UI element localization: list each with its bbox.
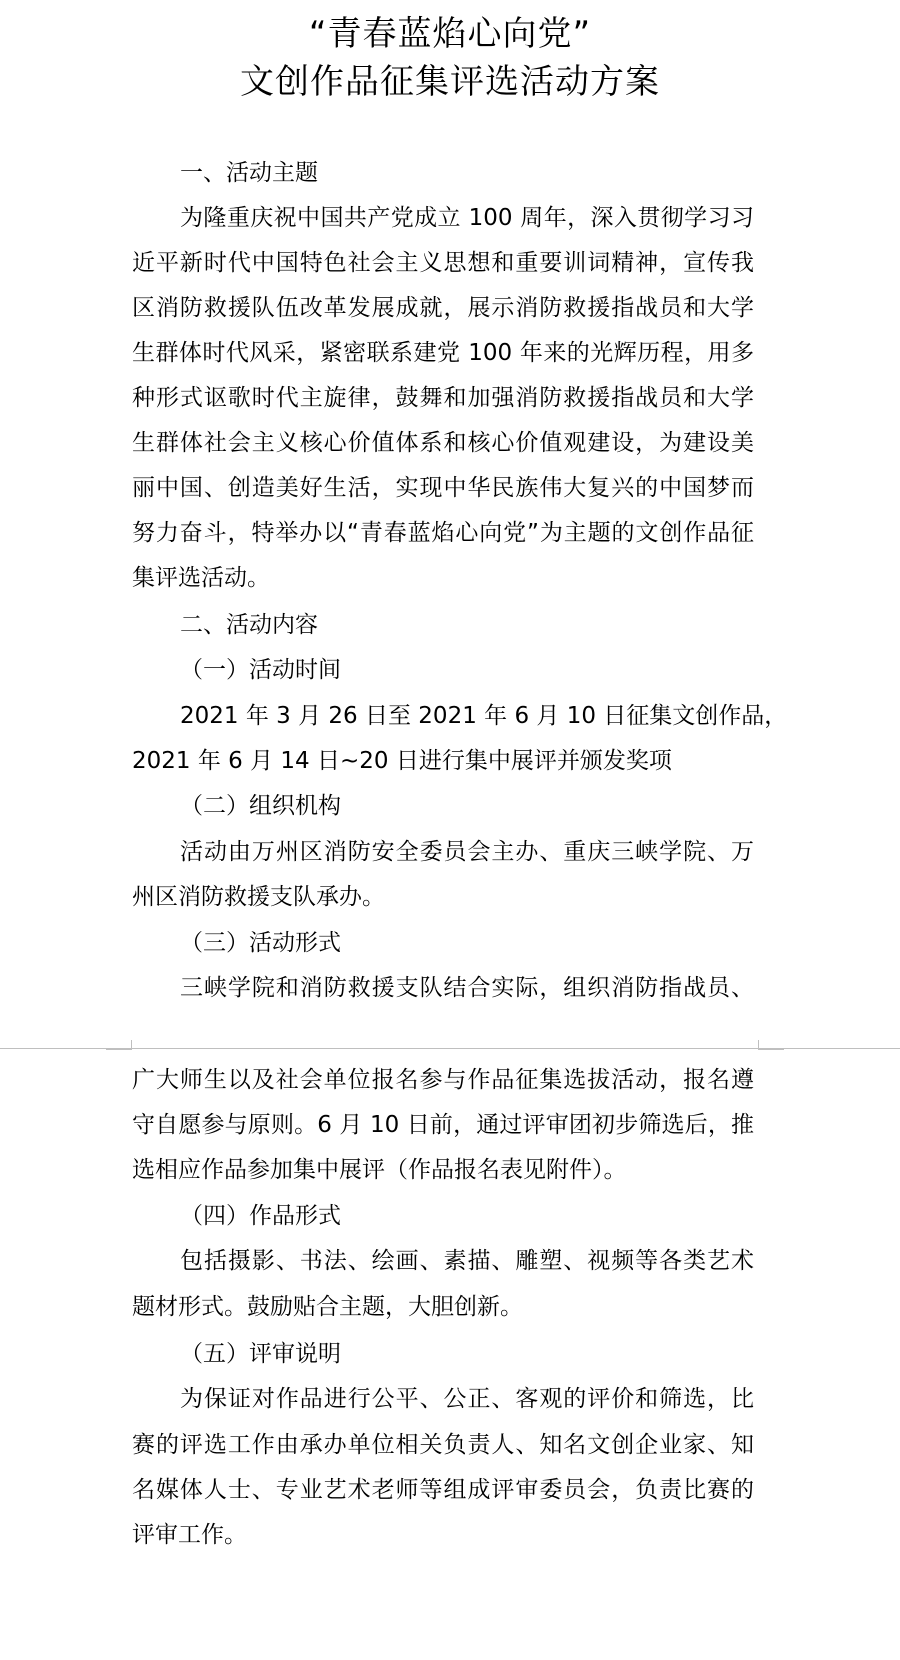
work-format-line: 包括摄影、书法、绘画、素描、雕塑、视频等各类艺术 (180, 1248, 754, 1274)
theme-paragraph-line: 为隆重庆祝中国共产党成立 100 周年，深入贯彻学习习 (180, 205, 754, 231)
theme-paragraph-line: 种形式讴歌时代主旋律，鼓舞和加强消防救援指战员和大学 (132, 385, 754, 411)
theme-paragraph-line: 区消防救援队伍改革发展成就，展示消防救援指战员和大学 (132, 295, 754, 321)
judging-notes-line: 评审工作。 (132, 1522, 247, 1548)
activity-time-line: 2021 年 3 月 26 日至 2021 年 6 月 10 日征集文创作品， (180, 703, 788, 729)
activity-form-line: 三峡学院和消防救援支队结合实际，组织消防指战员、 (180, 975, 754, 1001)
judging-notes-line: 名媒体人士、专业艺术老师等组成评审委员会，负责比赛的 (132, 1477, 754, 1503)
theme-paragraph-line: 生群体社会主义核心价值体系和核心价值观建设，为建设美 (132, 430, 754, 456)
subheading-organization: （二）组织机构 (180, 793, 341, 819)
activity-form-line: 广大师生以及社会单位报名参与作品征集选拔活动，报名遵 (132, 1067, 754, 1093)
activity-form-line: 守自愿参与原则。6 月 10 日前，通过评审团初步筛选后，推 (132, 1112, 754, 1138)
page-corner-mark (758, 1040, 784, 1050)
theme-paragraph-line: 丽中国、创造美好生活，实现中华民族伟大复兴的中国梦而 (132, 475, 754, 501)
organization-line: 活动由万州区消防安全委员会主办、重庆三峡学院、万 (180, 839, 754, 865)
theme-paragraph-line: 近平新时代中国特色社会主义思想和重要训词精神，宣传我 (132, 250, 754, 276)
subheading-work-format: （四）作品形式 (180, 1203, 341, 1229)
activity-form-line: 选相应作品参加集中展评（作品报名表见附件）。 (132, 1157, 627, 1183)
document-title-line-1: “青春蓝焰心向党” (308, 14, 592, 54)
theme-paragraph-line: 努力奋斗，特举办以“青春蓝焰心向党”为主题的文创作品征 (132, 520, 754, 546)
subheading-activity-time: （一）活动时间 (180, 657, 341, 683)
section-heading-activity-content: 二、活动内容 (180, 612, 318, 638)
judging-notes-line: 赛的评选工作由承办单位相关负责人、知名文创企业家、知 (132, 1432, 754, 1458)
work-format-line: 题材形式。鼓励贴合主题，大胆创新。 (132, 1294, 523, 1320)
judging-notes-line: 为保证对作品进行公平、公正、客观的评价和筛选，比 (180, 1386, 754, 1412)
section-heading-activity-theme: 一、活动主题 (180, 160, 318, 186)
subheading-activity-form: （三）活动形式 (180, 930, 341, 956)
organization-line: 州区消防救援支队承办。 (132, 884, 385, 910)
page-corner-mark (106, 1040, 132, 1050)
theme-paragraph-line: 生群体时代风采，紧密联系建党 100 年来的光辉历程，用多 (132, 340, 754, 366)
document-title-line-2: 文创作品征集评选活动方案 (240, 62, 660, 102)
subheading-judging-notes: （五）评审说明 (180, 1341, 341, 1367)
theme-paragraph-line: 集评选活动。 (132, 565, 270, 591)
activity-time-line: 2021 年 6 月 14 日~20 日进行集中展评并颁发奖项 (132, 748, 672, 774)
